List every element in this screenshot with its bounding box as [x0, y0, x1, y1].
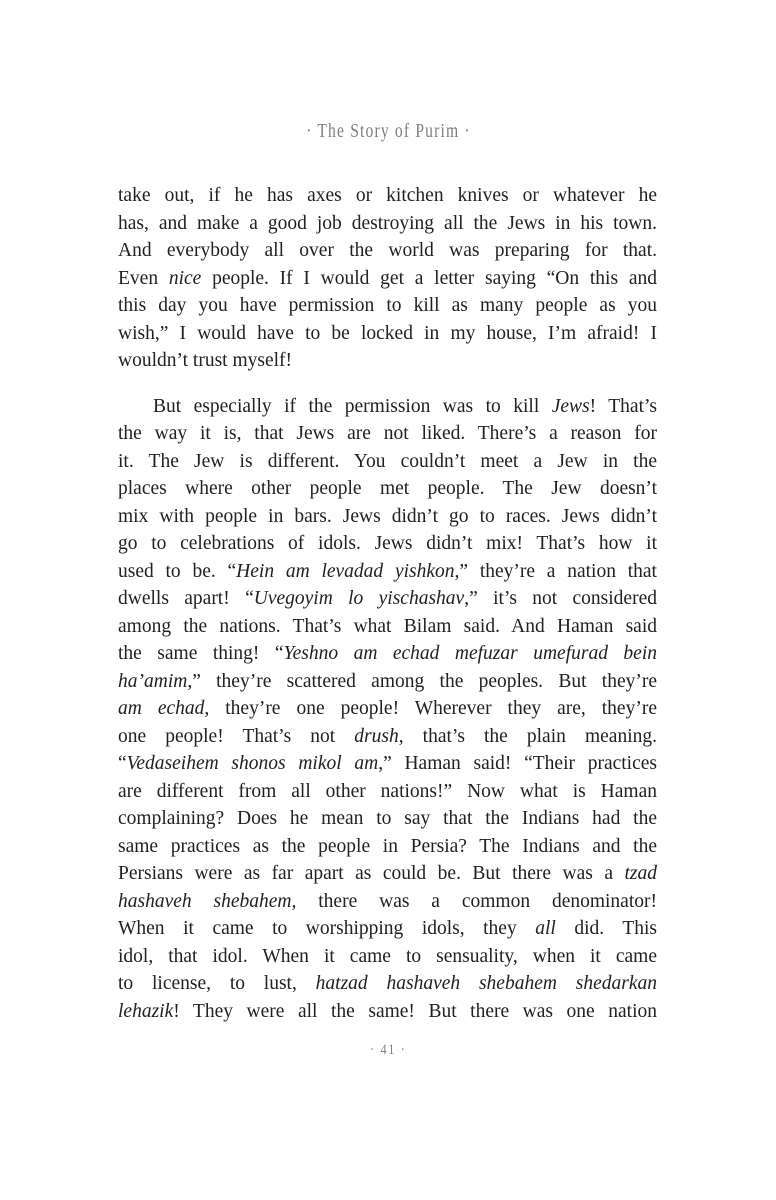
- text-line: [118, 530, 657, 558]
- text-run: used to be. “: [118, 560, 237, 582]
- text-run: Even: [118, 267, 169, 289]
- text-line: [118, 723, 657, 751]
- text-line: [118, 210, 657, 238]
- text-line: [118, 613, 657, 641]
- text-run: ! That’s: [589, 395, 657, 417]
- page-body: [118, 182, 657, 1025]
- text-line: [118, 420, 657, 448]
- text-run: wouldn’t trust myself!: [118, 350, 293, 371]
- text-line: [118, 265, 657, 293]
- italic-phrase: all: [535, 918, 556, 939]
- text-run: take out, if he has axes or kitchen knives or whatever he: [118, 185, 657, 206]
- italic-phrase: Jews: [551, 395, 590, 417]
- text-line: [118, 998, 657, 1026]
- text-line: [118, 943, 657, 971]
- text-line: [118, 448, 657, 476]
- text-run: ,” they’re a nation that: [454, 560, 657, 582]
- text-line: [118, 237, 657, 265]
- text-line: [118, 182, 657, 210]
- text-line: [118, 393, 657, 421]
- page-number: · 41 ·: [369, 1042, 407, 1058]
- italic-phrase: Uvegoyim lo yischashav: [253, 588, 465, 609]
- text-line: [118, 320, 657, 348]
- text-line: [118, 915, 657, 943]
- text-line: [118, 970, 657, 998]
- text-run: ,” it’s not considered: [464, 588, 657, 609]
- text-line: [118, 695, 657, 723]
- text-line: [118, 860, 657, 888]
- text-run: “: [118, 753, 127, 774]
- text-run: wish,” I would have to be locked in my house, I’m afraid! I: [118, 322, 657, 344]
- italic-phrase: tzad: [624, 863, 657, 884]
- text-run: , there was a common denominator!: [291, 890, 657, 912]
- text-run: ,” Haman said! “Their practices: [378, 753, 657, 774]
- text-line: [118, 347, 657, 375]
- paragraph: [118, 393, 657, 1026]
- italic-phrase: Vedaseihem shonos mikol am: [126, 753, 379, 774]
- text-line: [118, 668, 657, 696]
- text-run: the same thing! “: [118, 643, 284, 664]
- text-line: [118, 503, 657, 531]
- page-footer: [0, 1041, 776, 1059]
- text-run: ! They were all the same! But there was one nation: [173, 1000, 657, 1022]
- italic-phrase: am echad: [118, 698, 205, 719]
- text-line: [118, 888, 657, 916]
- text-run: When it came to worshipping idols, they: [118, 918, 536, 939]
- text-run: mix with people in bars. Jews didn’t go to races. Jews didn’t: [118, 505, 657, 527]
- text-run: the way it is, that Jews are not liked. There’s a reason for: [118, 423, 657, 444]
- text-run: complaining? Does he mean to say that the Indians had the: [118, 808, 657, 829]
- text-run: And everybody all over the world was preparing for that.: [118, 240, 657, 261]
- running-header-text: · The Story of Purim ·: [305, 120, 471, 142]
- text-run: are different from all other nations!” Now what is Haman: [118, 780, 657, 802]
- text-run: one people! That’s not: [118, 725, 355, 747]
- running-header: [0, 120, 776, 143]
- text-run: idol, that idol. When it came to sensuality, when it came: [118, 945, 657, 967]
- italic-phrase: Hein am levadad yishkon: [236, 560, 455, 582]
- italic-phrase: ha’amim: [118, 670, 188, 692]
- text-run: , they’re one people! Wherever they are, they’re: [204, 698, 657, 719]
- text-run: But especially if the permission was to kill: [153, 395, 552, 417]
- text-run: , that’s the plain meaning.: [398, 725, 657, 747]
- paragraph: [118, 182, 657, 375]
- text-run: this day you have permission to kill as many people as you: [118, 295, 657, 316]
- text-run: has, and make a good job destroying all the Jews in his town.: [118, 212, 657, 234]
- text-line: [118, 475, 657, 503]
- text-run: ,” they’re scattered among the peoples. But they’re: [187, 670, 657, 692]
- text-line: [118, 750, 657, 778]
- text-line: [118, 778, 657, 806]
- text-run: go to celebrations of idols. Jews didn’t mix! That’s how it: [118, 533, 657, 554]
- text-run: places where other people met people. The Jew doesn’t: [118, 478, 657, 499]
- italic-phrase: hatzad hashaveh shebahem shedarkan: [315, 973, 657, 994]
- text-line: [118, 805, 657, 833]
- italic-phrase: Yeshno am echad mefuzar umefurad bein: [283, 643, 657, 664]
- text-run: did. This: [555, 918, 658, 939]
- italic-phrase: drush: [354, 725, 399, 747]
- text-line: [118, 292, 657, 320]
- text-run: it. The Jew is different. You couldn’t meet a Jew in the: [118, 450, 657, 472]
- text-run: to license, to lust,: [118, 973, 316, 994]
- italic-phrase: hashaveh shebahem: [118, 890, 292, 912]
- text-run: among the nations. That’s what Bilam said. And Haman said: [118, 615, 657, 637]
- text-run: dwells apart! “: [118, 588, 254, 609]
- text-run: Persians were as far apart as could be. But there was a: [118, 863, 625, 884]
- text-line: [118, 558, 657, 586]
- text-line: [118, 640, 657, 668]
- text-line: [118, 833, 657, 861]
- italic-phrase: lehazik: [118, 1000, 174, 1022]
- text-run: people. If I would get a letter saying “On this and: [201, 267, 657, 289]
- text-run: same practices as the people in Persia? The Indians and the: [118, 835, 657, 857]
- text-line: [118, 585, 657, 613]
- italic-phrase: nice: [168, 267, 202, 289]
